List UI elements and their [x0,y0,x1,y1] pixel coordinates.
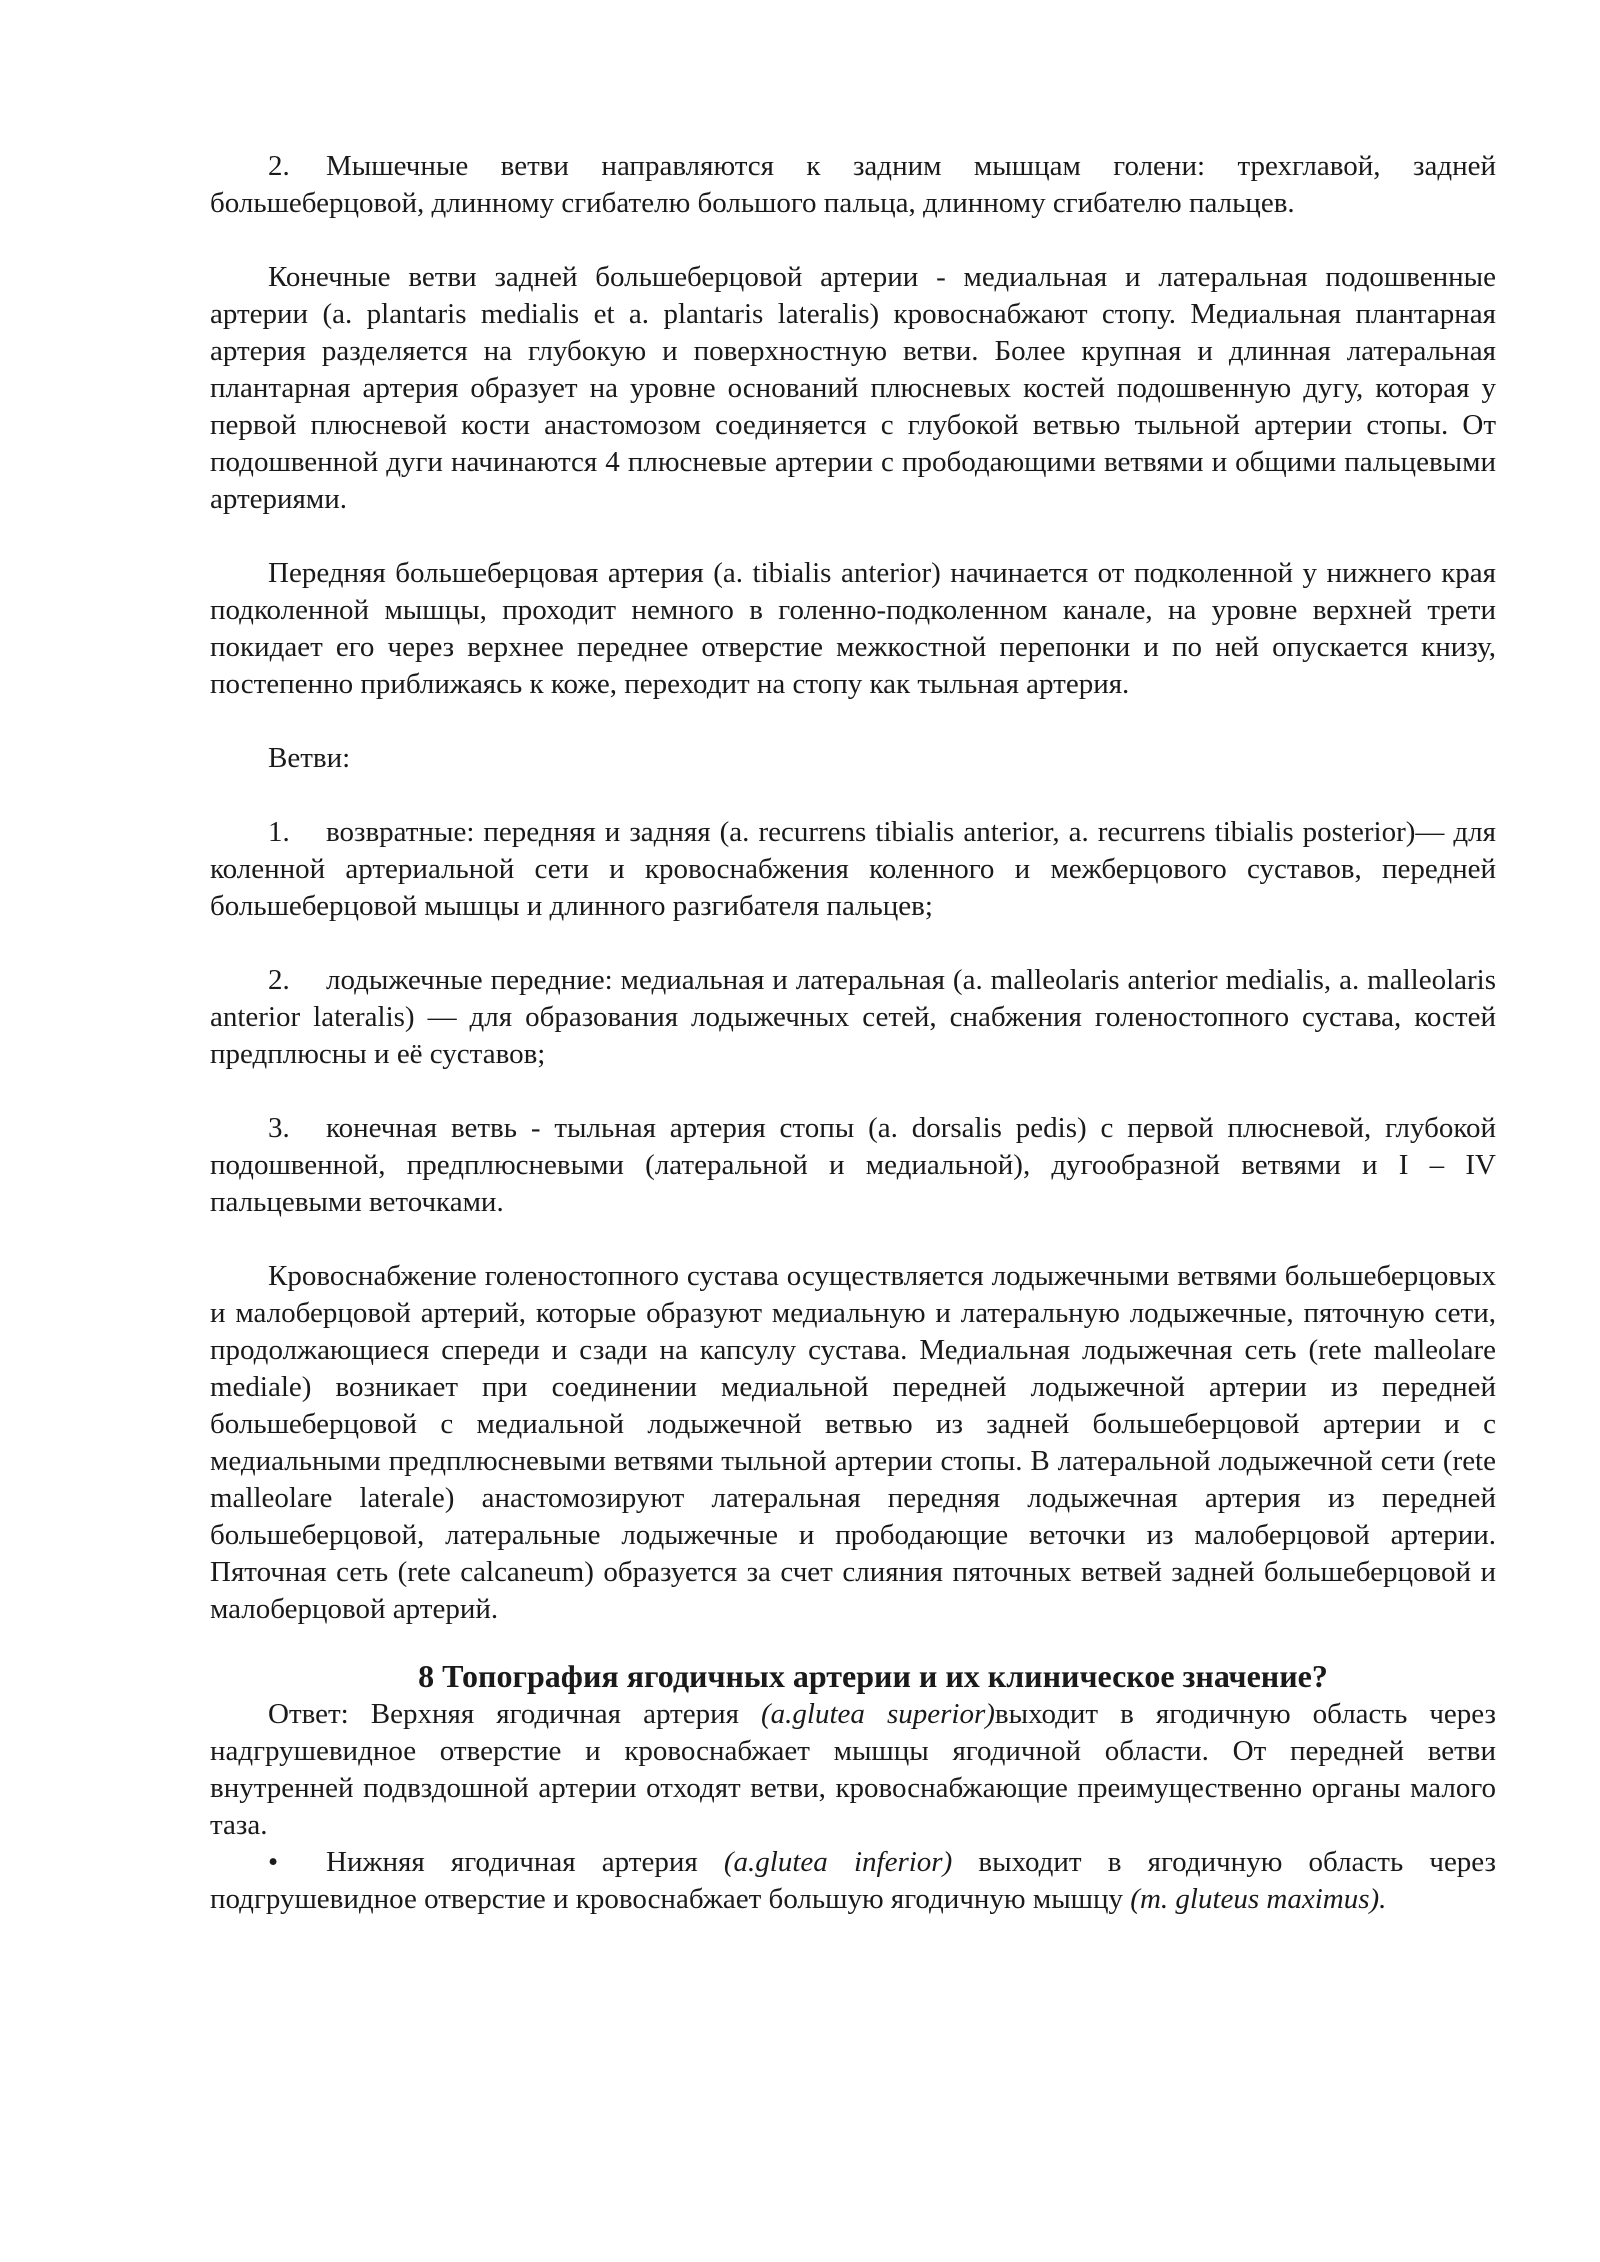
paragraph-terminal-branches: Конечные ветви задней большеберцовой артерии - медиальная и латеральная подошвенные артерии (a. plantaris medialis et a. plantaris lateralis) кровоснабжают стопу. Медиальная плантарная артерия разделяется на глубокую и поверхностную ветви. Более крупная и длинная латеральная плантарная артерия образует на уровне оснований плюсневых костей подошвенную дугу, которая у первой плюсневой кости анастомозом соединяется с глубокой ветвью тыльной артерии стопы. От подошвенной дуги начинаются 4 плюсневые артерии с прободающими ветвями и общими пальцевыми артериями. [210,261,1496,515]
paragraph-muscle-branches [210,148,1496,222]
paragraph-branches-label: Ветви: [268,742,351,774]
bullet-latin-term: (a.glutea inferior) [723,1846,953,1878]
answer-rest: выходит в ягодичную область через надгрушевидное отверстие и кровоснабжает мышцы ягодичной области. От передней ветви внутренней подвздошной артерии отходят ветви, кровоснабжающие преимущественно органы малого таза. [210,1698,1496,1841]
bullet-latin-muscle: (m. gluteus maximus). [1130,1883,1387,1915]
bullet-middle: выходит в ягодичную область через подгрушевидное отверстие и кровоснабжает большую ягодичную мышцу [210,1846,1496,1915]
section-heading: 8 Топография ягодичных артерии и их клиническое значение? [418,1658,1328,1694]
list-item-text: лодыжечные передние: медиальная и латеральная (a. malleolaris anterior medialis, a. malleolaris anterior lateralis) — для образования лодыжечных сетей, снабжения голеностопного сустава, костей предплюсны и её суставов; [210,964,1496,1070]
paragraph-text: Мышечные ветви направляются к задним мышцам голени: трехглавой, задней большеберцовой, длинному сгибателю большого пальца, длинному сгибателю пальцев. [210,150,1496,219]
list-item-terminal [210,1110,1496,1221]
bullet-item-inferior-gluteal [210,1844,1496,1918]
list-number: 1. [268,816,290,848]
paragraph-anterior-tibial-artery: Передняя большеберцовая артерия (a. tibialis anterior) начинается от подколенной у нижнего края подколенной мышцы, проходит немного в голенно-подколенном канале, на уровне верхней трети покидает его через верхнее переднее отверстие межкостной перепонки и по ней опускается книзу, постепенно приближаясь к коже, переходит на стопу как тыльная артерия. [210,557,1496,700]
paragraph-answer [210,1696,1496,1844]
answer-latin-term: (a.glutea superior) [761,1698,995,1730]
list-item-text: конечная ветвь - тыльная артерия стопы (a. dorsalis pedis) с первой плюсневой, глубокой подошвенной, предплюсневыми (латеральной и медиальной), дугообразной ветвями и I – IV пальцевыми веточками. [210,1112,1496,1218]
answer-prefix: Ответ: Верхняя ягодичная артерия [268,1698,762,1730]
paragraph-ankle-blood-supply: Кровоснабжение голеностопного сустава осуществляется лодыжечными ветвями большеберцовых и малоберцовой артерий, которые образуют медиальную и латеральную лодыжечные, пяточную сети, продолжающиеся спереди и сзади на капсулу сустава. Медиальная лодыжечная сеть (rete malleolare mediale) возникает при соединении медиальной передней лодыжечной артерии из передней большеберцовой с медиальной лодыжечной ветвью из задней большеберцовой артерии и с медиальными предплюсневыми ветвями тыльной артерии стопы. В латеральной лодыжечной сети (rete malleolare laterale) анастомозируют латеральная передняя лодыжечная артерия из передней большеберцовой, латеральные лодыжечные и прободающие веточки из малоберцовой артерии. Пяточная сеть (rete calcaneum) образуется за счет слияния пяточных ветвей задней большеберцовой и малоберцовой артерий. [210,1260,1496,1625]
list-item-text: возвратные: передняя и задняя (a. recurrens tibialis anterior, a. recurrens tibialis posterior)— для коленной артериальной сети и кровоснабжения коленного и межберцового суставов, передней большеберцовой мышцы и длинного разгибателя пальцев; [210,816,1496,922]
list-item-malleolar [210,962,1496,1073]
bullet-icon: • [268,1846,279,1878]
bullet-prefix: Нижняя ягодичная артерия [326,1846,724,1878]
list-number: 3. [268,1112,290,1144]
list-item-recurrent [210,814,1496,925]
list-number: 2. [268,964,290,996]
list-number: 2. [268,150,290,182]
